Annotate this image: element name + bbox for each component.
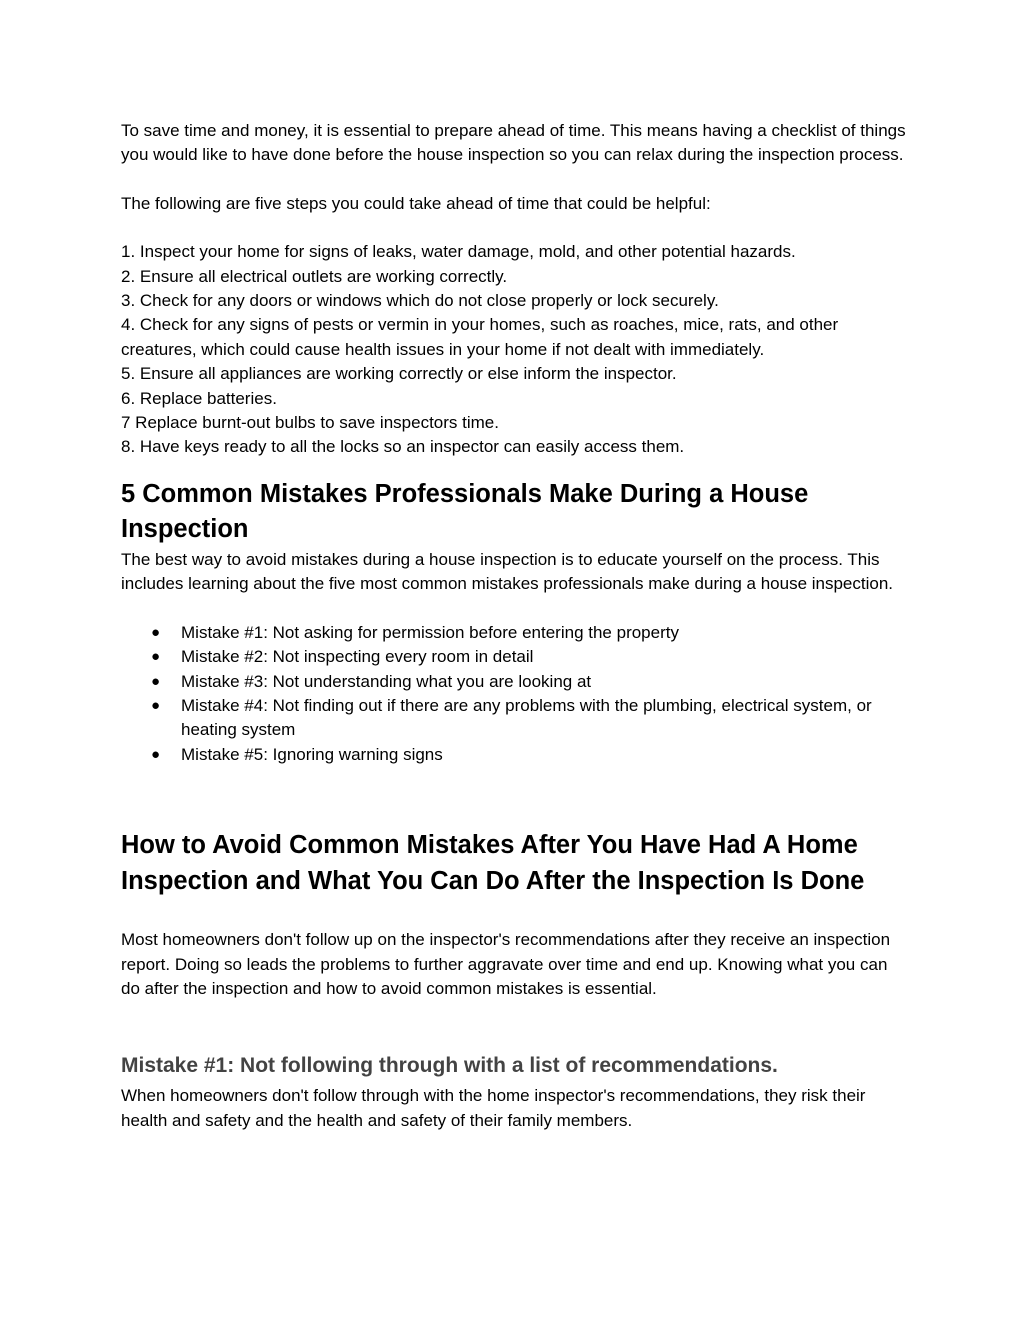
- bullet-dot-icon: ●: [151, 696, 161, 714]
- bullet-dot-icon: ●: [151, 745, 161, 763]
- bullet-item: [121, 645, 911, 669]
- mistakes-paragraph: The best way to avoid mistakes during a house inspection is to educate yourself on the process. This includes learning about the five most common mistakes professionals make during a house inspection.: [121, 549, 894, 594]
- mistakes-bullet-list: [121, 621, 911, 767]
- step-item: 7 Replace burnt-out bulbs to save inspectors time.: [121, 413, 499, 433]
- step-item: 2. Ensure all electrical outlets are working correctly.: [121, 266, 508, 286]
- spacer: [121, 168, 911, 192]
- mistakes-heading: 5 Common Mistakes Professionals Make During a House Inspection: [121, 479, 809, 544]
- mistake-1-heading: Mistake #1: Not following through with a list of recommendations.: [121, 1054, 778, 1078]
- bullet-item: [121, 743, 911, 767]
- bullet-text: Mistake #2: Not inspecting every room in detail: [181, 647, 534, 667]
- steps-list: [121, 240, 911, 460]
- intro-steps-lead: The following are five steps you could take ahead of time that could be helpful:: [121, 193, 711, 213]
- avoid-mistakes-paragraph: Most homeowners don't follow up on the inspector's recommendations after they receive an inspection report. Doing so leads the problems to further aggravate over time and end up. Knowing what you can do after the inspection and how to avoid common mistakes is essential.: [121, 930, 891, 998]
- step-item: 8. Have keys ready to all the locks so an inspector can easily access them.: [121, 437, 685, 457]
- bullet-item: [121, 694, 911, 743]
- bullet-text: Mistake #4: Not finding out if there are any problems with the plumbing, electrical system, or heating system: [181, 695, 872, 740]
- intro-paragraph: To save time and money, it is essential to prepare ahead of time. This means having a checklist of things you would like to have done before the house inspection so you can relax during the inspection process.: [121, 121, 906, 165]
- bullet-text: Mistake #1: Not asking for permission before entering the property: [181, 622, 679, 642]
- bullet-dot-icon: ●: [151, 648, 161, 666]
- mistake-1-paragraph: When homeowners don't follow through with the home inspector's recommendations, they risk their health and safety and the health and safety of their family members.: [121, 1086, 866, 1130]
- bullet-text: Mistake #3: Not understanding what you are looking at: [181, 671, 592, 691]
- bullet-item: [121, 621, 911, 645]
- step-item: 4. Check for any signs of pests or vermin in your homes, such as roaches, mice, rats, and other creatures, which could cause health issues in your home if not dealt with immediately.: [121, 315, 839, 359]
- bullet-dot-icon: ●: [151, 623, 161, 641]
- bullet-text: Mistake #5: Ignoring warning signs: [181, 744, 443, 764]
- avoid-mistakes-heading: How to Avoid Common Mistakes After You Have Had A Home Inspection and What You Can Do After the Inspection Is Done: [121, 831, 865, 895]
- document-body: [121, 119, 911, 1133]
- spacer: [121, 216, 911, 240]
- step-item: 3. Check for any doors or windows which do not close properly or lock securely.: [121, 291, 719, 311]
- bullet-dot-icon: ●: [151, 672, 161, 690]
- step-item: 1. Inspect your home for signs of leaks, water damage, mold, and other potential hazards.: [121, 242, 796, 262]
- bullet-item: [121, 670, 911, 694]
- step-item: 5. Ensure all appliances are working correctly or else inform the inspector.: [121, 364, 677, 384]
- step-item: 6. Replace batteries.: [121, 388, 277, 408]
